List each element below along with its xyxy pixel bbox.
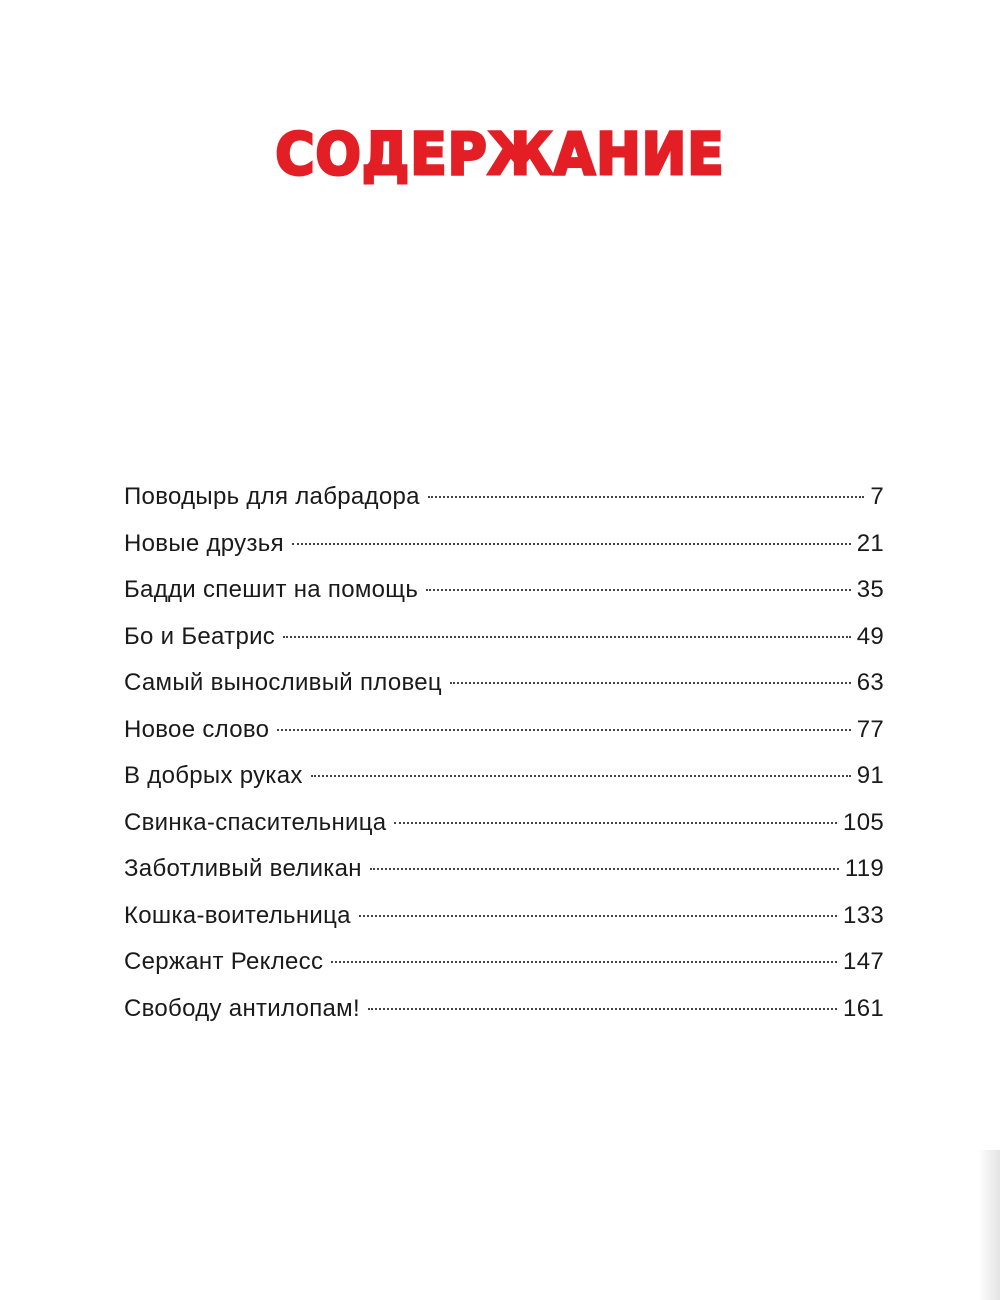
toc-entry-page: 91	[856, 762, 884, 789]
toc-dot-leader	[428, 496, 865, 498]
toc-entry	[124, 756, 884, 803]
toc-entry-page: 63	[856, 669, 884, 696]
toc-dot-leader	[359, 915, 837, 917]
toc-entry-page: 49	[856, 622, 884, 650]
toc-dot-leader	[311, 775, 851, 777]
toc-entry	[124, 942, 884, 989]
toc-dot-leader	[370, 868, 839, 870]
toc-entry	[124, 803, 884, 850]
toc-entry-title: В добрых руках	[124, 762, 303, 789]
toc-entry-title: Поводырь для лабрадора	[124, 483, 420, 510]
toc-dot-leader	[368, 1008, 837, 1010]
page-edge-shadow	[978, 1150, 1000, 1300]
toc-entry	[124, 570, 884, 617]
toc-dot-leader	[450, 682, 851, 684]
toc-entry-title: Кошка-воительница	[124, 901, 351, 929]
toc-entry-page: 105	[843, 808, 884, 836]
toc-entry	[124, 477, 884, 524]
toc-entry-title: Самый выносливый пловец	[124, 669, 442, 696]
toc-dot-leader	[277, 729, 850, 731]
toc-entry-page: 21	[856, 529, 884, 557]
toc-entry-page: 161	[843, 994, 884, 1022]
toc-entry-title: Новые друзья	[124, 529, 284, 557]
table-of-contents	[124, 477, 884, 1035]
toc-entry-title: Бадди спешит на помощь	[124, 576, 419, 603]
toc-entry-page: 35	[856, 576, 884, 603]
toc-dot-leader	[331, 961, 837, 963]
toc-entry-title: Свободу антилопам!	[124, 994, 360, 1022]
toc-entry	[124, 989, 884, 1036]
toc-entry-title: Свинка-спасительница	[124, 808, 387, 836]
toc-entry-page: 133	[843, 901, 884, 929]
toc-entry	[124, 849, 884, 896]
toc-dot-leader	[283, 636, 851, 638]
toc-dot-leader	[394, 822, 837, 824]
page-title: СОДЕРЖАНИЕ	[275, 120, 725, 188]
toc-entry-title: Сержант Реклесс	[124, 948, 324, 975]
toc-entry-page: 147	[843, 948, 884, 975]
toc-entry	[124, 524, 884, 571]
toc-dot-leader	[292, 543, 851, 545]
toc-entry	[124, 896, 884, 943]
toc-entry-title: Новое слово	[124, 715, 270, 743]
toc-entry	[124, 663, 884, 710]
toc-entry	[124, 617, 884, 664]
toc-entry-title: Заботливый великан	[124, 855, 362, 882]
toc-entry	[124, 710, 884, 757]
toc-entry-page: 77	[856, 715, 884, 743]
toc-entry-page: 119	[844, 855, 884, 882]
toc-entry-page: 7	[870, 483, 884, 510]
toc-dot-leader	[426, 589, 851, 591]
toc-entry-title: Бо и Беатрис	[124, 622, 276, 650]
